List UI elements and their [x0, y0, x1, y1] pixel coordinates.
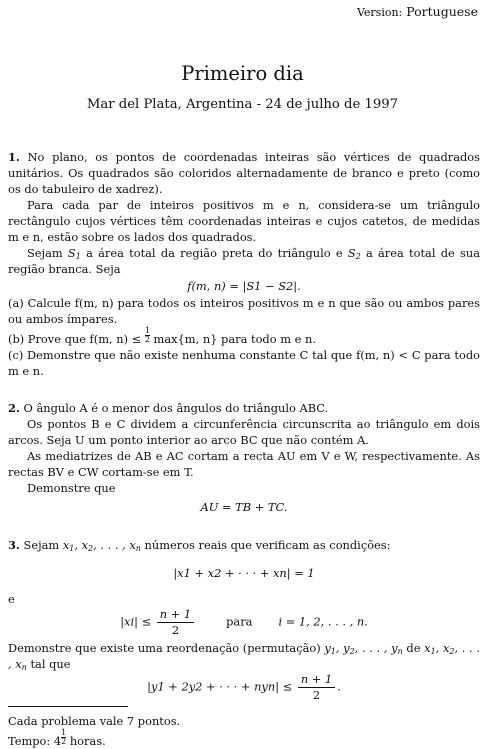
- problem-1-para3: [8, 245, 480, 277]
- page-title: Primeiro dia: [181, 62, 304, 85]
- text-fragment: horas.: [66, 734, 106, 748]
- fraction-denominator: 2: [312, 688, 321, 702]
- text-fragment: (b) Prove que f(m, n) ≤: [8, 332, 145, 346]
- fraction-denominator: 2: [171, 623, 180, 637]
- problem-1-intro: [8, 149, 480, 197]
- problem-2-para4: Demonstre que: [27, 481, 116, 495]
- fraction-numerator: 1: [61, 728, 67, 737]
- math-fragment: para: [226, 614, 253, 629]
- text-fragment: a área total de sua região branca. Seja: [8, 246, 480, 276]
- problem-3: [8, 537, 480, 703]
- version-value: Portuguese: [406, 4, 478, 19]
- problem-2-formula: AU = TB + TC.: [200, 500, 288, 514]
- problem-3-intro: [8, 537, 480, 553]
- math-fragment: i = 1, 2, . . . , n.: [278, 614, 368, 629]
- problem-number: 2.: [8, 401, 20, 415]
- text-fragment: de: [402, 641, 425, 655]
- math-fragment: |y1 + 2y2 + · · · + nyn| ≤: [147, 679, 293, 694]
- math-s1: $S_1$: [67, 246, 81, 261]
- fraction-numerator: n + 1: [298, 672, 335, 688]
- version-key: Version:: [356, 6, 403, 19]
- footer-divider: [8, 706, 128, 707]
- problem-1: [8, 149, 480, 379]
- text-fragment: tal que: [26, 657, 71, 671]
- fraction-n-plus-1-over-2: [157, 607, 194, 638]
- fraction-n-plus-1-over-2: [298, 672, 335, 703]
- problem-1-formula: f(m, n) = |S1 − S2|.: [187, 279, 301, 293]
- text-fragment: números reais que verificam as condições:: [140, 538, 391, 552]
- problem-3-formula-1: |x1 + x2 + · · · + xn| = 1: [173, 566, 315, 580]
- footer-points: Cada problema vale 7 pontos.: [8, 714, 181, 728]
- math-x-sequence: $x_1$, $x_2$, . . . , $x_n$: [8, 641, 480, 672]
- text-fragment: Demonstre que existe uma reordenação (permutação): [8, 641, 325, 655]
- footer-time: [8, 729, 180, 749]
- footer: [8, 713, 180, 749]
- problem-3-formula-2: [8, 607, 480, 638]
- problem-3-para2: [8, 640, 480, 672]
- page-subtitle: Mar del Plata, Argentina - 24 de julho de 1997: [86, 97, 399, 112]
- math-y-sequence: $y_1$, $y_2$, . . . , $y_n$: [324, 641, 403, 656]
- fraction-one-half: $\frac{1}{2}$: [144, 326, 150, 344]
- problem-2-para2: Os pontos B e C dividem a circunferência circunscrita ao triângulo em dois arcos. Seja U um ponto interior ao arco BC que não contém A.: [8, 417, 480, 447]
- problem-number: 3.: [8, 538, 20, 552]
- text-fragment: Sejam: [27, 246, 68, 260]
- math-fragment: .: [337, 679, 341, 694]
- problem-2-intro: [8, 400, 480, 416]
- text-fragment: a área total da região preta do triângulo e: [80, 246, 348, 260]
- problem-2-para3: As mediatrizes de AB e AC cortam a recta AU em V e W, respectivamente. As rectas BV e CW cortam-se em T.: [8, 449, 480, 479]
- fraction-numerator: n + 1: [157, 607, 194, 623]
- version-label: [357, 4, 478, 21]
- fraction-denominator: 2: [61, 737, 67, 746]
- math-s2: $S_2$: [347, 246, 361, 261]
- problem-1-part-a: (a) Calcule f(m, n) para todos os inteiros positivos m e n que são ou ambos pares ou ambos ímpares.: [8, 296, 480, 326]
- problem-3-and: e: [8, 592, 15, 606]
- problem-text: O ângulo A é o menor dos ângulos do triângulo ABC.: [23, 401, 329, 415]
- problem-3-formula-3: [8, 672, 480, 703]
- problem-1-part-c: (c) Demonstre que não existe nenhuma constante C tal que f(m, n) < C para todo m e n.: [8, 348, 480, 378]
- problem-1-part-b: [8, 327, 480, 347]
- problem-2: [8, 400, 480, 515]
- problem-number: 1.: [8, 150, 20, 164]
- text-fragment: Sejam: [23, 538, 63, 552]
- text-fragment: max{m, n} para todo m e n.: [149, 332, 316, 346]
- problem-1-para2: Para cada par de inteiros positivos m e n, considera-se um triângulo rectângulo cujos vértices têm coordenadas inteiras e cujos catetos, de medidas m e n, estão sobre os lados dos quadrados.: [8, 198, 480, 244]
- problems-content: [8, 149, 480, 703]
- math-x-sequence: $x_1$, $x_2$, . . . , $x_n$: [62, 538, 141, 553]
- math-fragment: |xi| ≤: [120, 614, 152, 629]
- text-fragment: Tempo: 4: [8, 734, 62, 748]
- problem-text: No plano, os pontos de coordenadas inteiras são vértices de quadrados unitários. Os quadrados são coloridos alternadamente de branco e preto (como os do tabuleiro de xadrez).: [8, 150, 481, 196]
